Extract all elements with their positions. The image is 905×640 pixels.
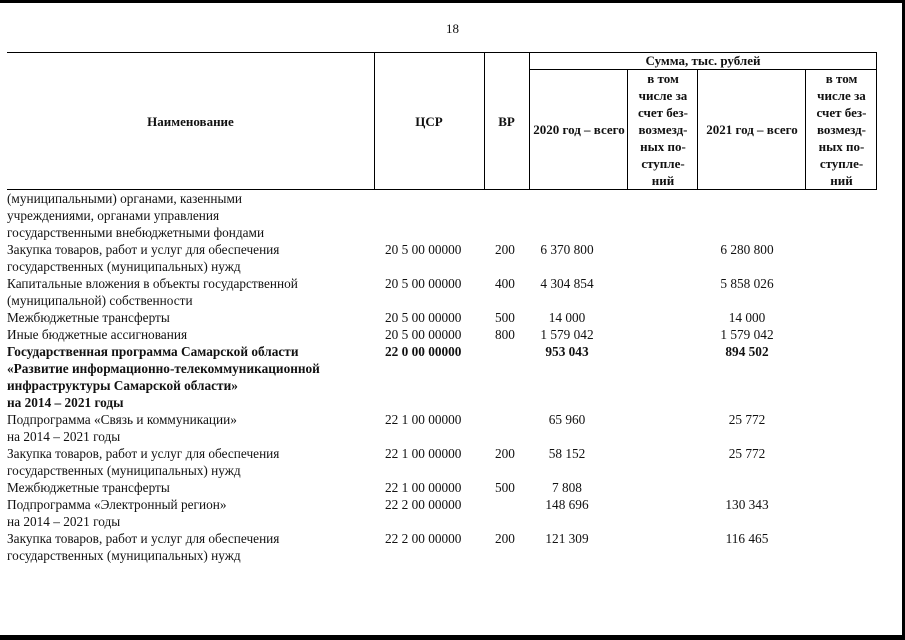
header-sum-title: Сумма, тыс. рублей [645,53,761,68]
row-name-line: (муниципальной) собственности [7,293,193,308]
row-sum-2020: 6 370 800 [540,242,594,257]
table-row [7,309,897,326]
row-sum-2020: 65 960 [548,412,586,427]
row-name [7,445,367,479]
row-name-line: государственных (муниципальных) нужд [7,463,241,478]
row-sum-2020: 1 579 042 [540,327,594,342]
row-sum-2020: 4 304 854 [540,276,594,291]
header-2021-total: 2021 год – всего [706,122,798,137]
row-name-line: Закупка товаров, работ и услуг для обеспечения [7,531,280,546]
row-csr: 20 5 00 00000 [385,242,462,257]
row-name-line: Межбюджетные трансферты [7,310,170,325]
table-row [7,496,897,530]
row-vr: 400 [495,276,515,291]
scan-border-top [0,0,905,3]
row-name-line: «Развитие информационно-телекоммуникационной [7,361,320,376]
row-name-line: Межбюджетные трансферты [7,480,170,495]
row-name-line: государственными внебюджетными фондами [7,225,265,240]
row-sum-2020: 7 808 [552,480,582,495]
row-sum-2020: 14 000 [548,310,586,325]
table-row [7,530,897,564]
header-vr: ВР [498,113,515,129]
row-name [7,479,367,496]
page-number: 18 [446,21,459,36]
row-name-line: Подпрограмма «Электронный регион» [7,497,227,512]
row-name [7,275,367,309]
row-csr: 22 2 00 00000 [385,497,462,512]
row-vr: 500 [495,480,515,495]
row-name [7,411,367,445]
row-name-line: Подпрограмма «Связь и коммуникации» [7,412,237,427]
row-vr: 200 [495,531,515,546]
row-sum-2020: 121 309 [545,531,589,546]
table-row [7,343,897,411]
row-name-line: на 2014 – 2021 годы [7,514,121,529]
scan-border-bottom [0,635,905,640]
table-header [7,52,877,190]
row-csr: 22 1 00 00000 [385,480,462,495]
row-name-line: государственных (муниципальных) нужд [7,259,241,274]
col-divider [697,69,698,190]
row-sum-2021: 5 858 026 [720,276,774,291]
row-name [7,241,367,275]
table-row [7,326,897,343]
col-divider [529,52,530,190]
row-csr: 22 1 00 00000 [385,446,462,461]
row-vr: 200 [495,446,515,461]
col-divider [876,52,877,190]
row-name-line: Государственная программа Самарской области [7,344,299,359]
row-sum-2021: 25 772 [728,412,766,427]
table-row [7,411,897,445]
row-sum-2021: 25 772 [728,446,766,461]
row-csr: 20 5 00 00000 [385,276,462,291]
row-vr: 500 [495,310,515,325]
table-row [7,275,897,309]
header-name: Наименование [147,113,234,129]
row-name-line: инфраструктуры Самарской области» [7,378,238,393]
row-sum-2020: 148 696 [545,497,589,512]
col-divider [627,69,628,190]
row-sum-2021: 14 000 [728,310,766,325]
row-vr: 200 [495,242,515,257]
row-name-line: Закупка товаров, работ и услуг для обеспечения [7,242,280,257]
table-body [7,190,897,564]
row-sum-2021: 1 579 042 [720,327,774,342]
header-2020-free: в том числе за счет без-возмезд-ных по-ступле-ний [638,71,688,188]
row-csr: 22 1 00 00000 [385,412,462,427]
row-vr: 800 [495,327,515,342]
row-name [7,343,367,411]
row-csr: 22 0 00 00000 [385,344,462,359]
table-row [7,445,897,479]
row-csr: 20 5 00 00000 [385,327,462,342]
row-name-line: (муниципальными) органами, казенными [7,191,242,206]
table-row [7,241,897,275]
row-sum-2021: 130 343 [725,497,769,512]
row-name-line: Закупка товаров, работ и услуг для обеспечения [7,446,280,461]
row-csr: 22 2 00 00000 [385,531,462,546]
row-name [7,326,367,343]
row-name-line: на 2014 – 2021 годы [7,429,121,444]
row-csr: 20 5 00 00000 [385,310,462,325]
header-2021-free: в том числе за счет без-возмезд-ных по-ступле-ний [816,71,867,188]
row-name-line: на 2014 – 2021 годы [7,395,124,410]
row-name [7,309,367,326]
header-2020-total: 2020 год – всего [533,122,625,137]
row-name-line: государственных (муниципальных) нужд [7,548,241,563]
row-name [7,496,367,530]
row-sum-2020: 953 043 [545,344,589,359]
header-csr: ЦСР [415,113,443,129]
row-sum-2021: 6 280 800 [720,242,774,257]
col-divider [805,69,806,190]
table-row [7,479,897,496]
table-row [7,190,897,241]
row-name-line: Капитальные вложения в объекты государственной [7,276,298,291]
row-sum-2021: 894 502 [725,344,769,359]
row-name [7,530,367,564]
row-sum-2021: 116 465 [725,531,769,546]
row-name [7,190,367,241]
row-name-line: учреждениями, органами управления [7,208,220,223]
row-sum-2020: 58 152 [548,446,586,461]
row-name-line: Иные бюджетные ассигнования [7,327,188,342]
